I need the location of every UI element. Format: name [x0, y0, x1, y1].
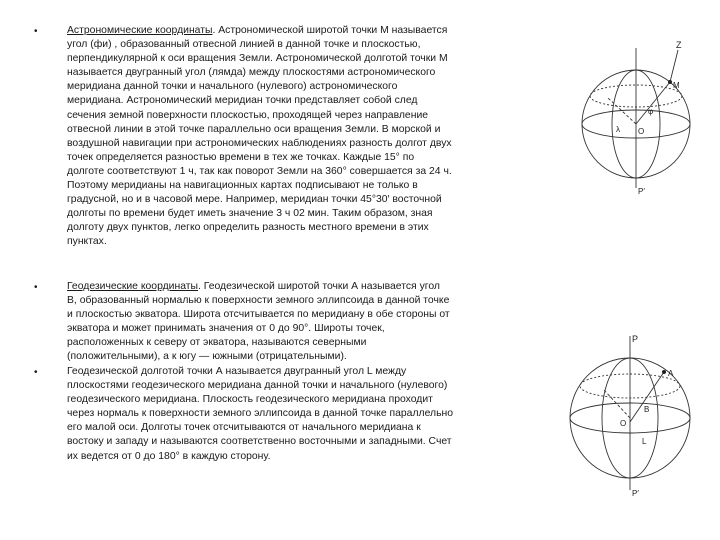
- text-line: точек определяется разностью времени в тех же точках. Каждые 15° по: [67, 151, 415, 163]
- geodetic-coordinates-figure: [568, 328, 700, 498]
- figure-label-point: A: [668, 369, 674, 378]
- figure-label-center: O: [620, 419, 627, 428]
- text-line: градусной, но и в часовой мере. Например, меридиан точки 45°30′ восточной: [67, 194, 442, 206]
- text-line: долготе соответствуют 1 ч, так как поворот Земли на 360° совершается за 24 ч.: [67, 165, 452, 177]
- text-line: меридиана. Астрономический меридиан точки представляет собой след: [67, 95, 418, 107]
- text-line: сечения земной поверхности плоскостью, проходящей через направление: [67, 109, 429, 121]
- text-line: Геодезической долготой точки А называется двугранный угол L между: [67, 366, 407, 377]
- figure-label-bottom: P′: [638, 187, 645, 196]
- text-line: пунктах.: [67, 236, 107, 248]
- text-line: (положительными), а к югу — южными (отрицательными).: [67, 351, 347, 363]
- text-line: называется двугранный угол (лямда) между плоскостями астрономического: [67, 67, 436, 79]
- text-line: . Геодезической широтой точки А называется угол: [198, 281, 440, 292]
- paragraph-geodetic: [67, 280, 523, 365]
- text-line: через нормаль к поверхности земного эллипсоида в данной точке параллельно: [67, 408, 454, 420]
- text-line: долготу двух пунктов, легко определить разность местного времени в этих: [67, 222, 429, 234]
- figure-label-latitude: B: [644, 405, 650, 414]
- text-line: экватора и может принимать значения от 0 до 90°. Широты точек,: [67, 323, 385, 335]
- figure-label-top: P: [632, 334, 639, 344]
- zenith-line: [670, 50, 678, 82]
- figure-label-center: O: [638, 127, 645, 136]
- text-line: их ведется от 0 до 180° в каждую сторону.: [67, 450, 271, 462]
- figure-label-latitude: φ: [648, 107, 654, 116]
- text-line: долготы по времени будет иметь значение 3 ч 02 мин. Таким образом, зная: [67, 208, 433, 220]
- heading-astronomical: Астрономические координаты: [67, 25, 213, 36]
- figure-label-point: M: [673, 81, 680, 90]
- text-line: . Астрономической широтой точки М называется: [212, 25, 448, 36]
- text-line: угол (фи) , образованный отвесной линией в данной точке и плоскостью,: [67, 39, 421, 51]
- figure-label-bottom: P′: [632, 489, 639, 498]
- figure-label-top: Z: [676, 40, 682, 50]
- figure-label-longitude: λ: [616, 125, 620, 134]
- text-line: расположенных к северу от экватора, называются северными: [67, 337, 367, 349]
- bullet-1: •: [34, 26, 38, 37]
- text-line: отвесной линии в этой точке параллельно оси вращения Земли. В морской и: [67, 123, 441, 135]
- text-line: востоку и западу и называются соответственно восточными и западными. Счет: [67, 436, 452, 448]
- paragraph-geodetic-longitude: [67, 365, 523, 464]
- text-line: В, образованный нормалью к поверхности земного эллипсоида в данной точке: [67, 295, 450, 307]
- bullet-2: •: [34, 282, 38, 293]
- ellipsoid-normal: [630, 372, 664, 422]
- text-line: геодезического меридиана. Плоскость геодезического меридиана проходит: [67, 394, 433, 406]
- text-line: его малой оси. Долготы точек отсчитываются от начального меридиана к: [67, 422, 421, 434]
- text-line: плоскостями геодезического меридиана данной точки и начального (нулевого): [67, 380, 448, 392]
- paragraph-astronomical: [67, 24, 523, 250]
- figure-label-longitude: L: [642, 437, 647, 446]
- bullet-3: •: [34, 367, 38, 378]
- text-line: и плоскостью экватора. Широта отсчитывается по меридиану в обе стороны от: [67, 309, 450, 321]
- plumb-line: [636, 82, 670, 124]
- text-line: меридиана данной точки и начального (нулевого) астрономического: [67, 81, 398, 93]
- text-line: перпендикулярной к оси вращения Земли. Астрономической долготой точки М: [67, 53, 448, 65]
- text-line: Поэтому меридианы на навигационных картах подписывают не только в: [67, 180, 418, 192]
- text-line: воздушной навигации при астрономических наблюдениях разность долгот двух: [67, 137, 452, 149]
- astronomical-coordinates-figure: [578, 38, 700, 198]
- heading-geodetic: Геодезические координаты: [67, 281, 198, 292]
